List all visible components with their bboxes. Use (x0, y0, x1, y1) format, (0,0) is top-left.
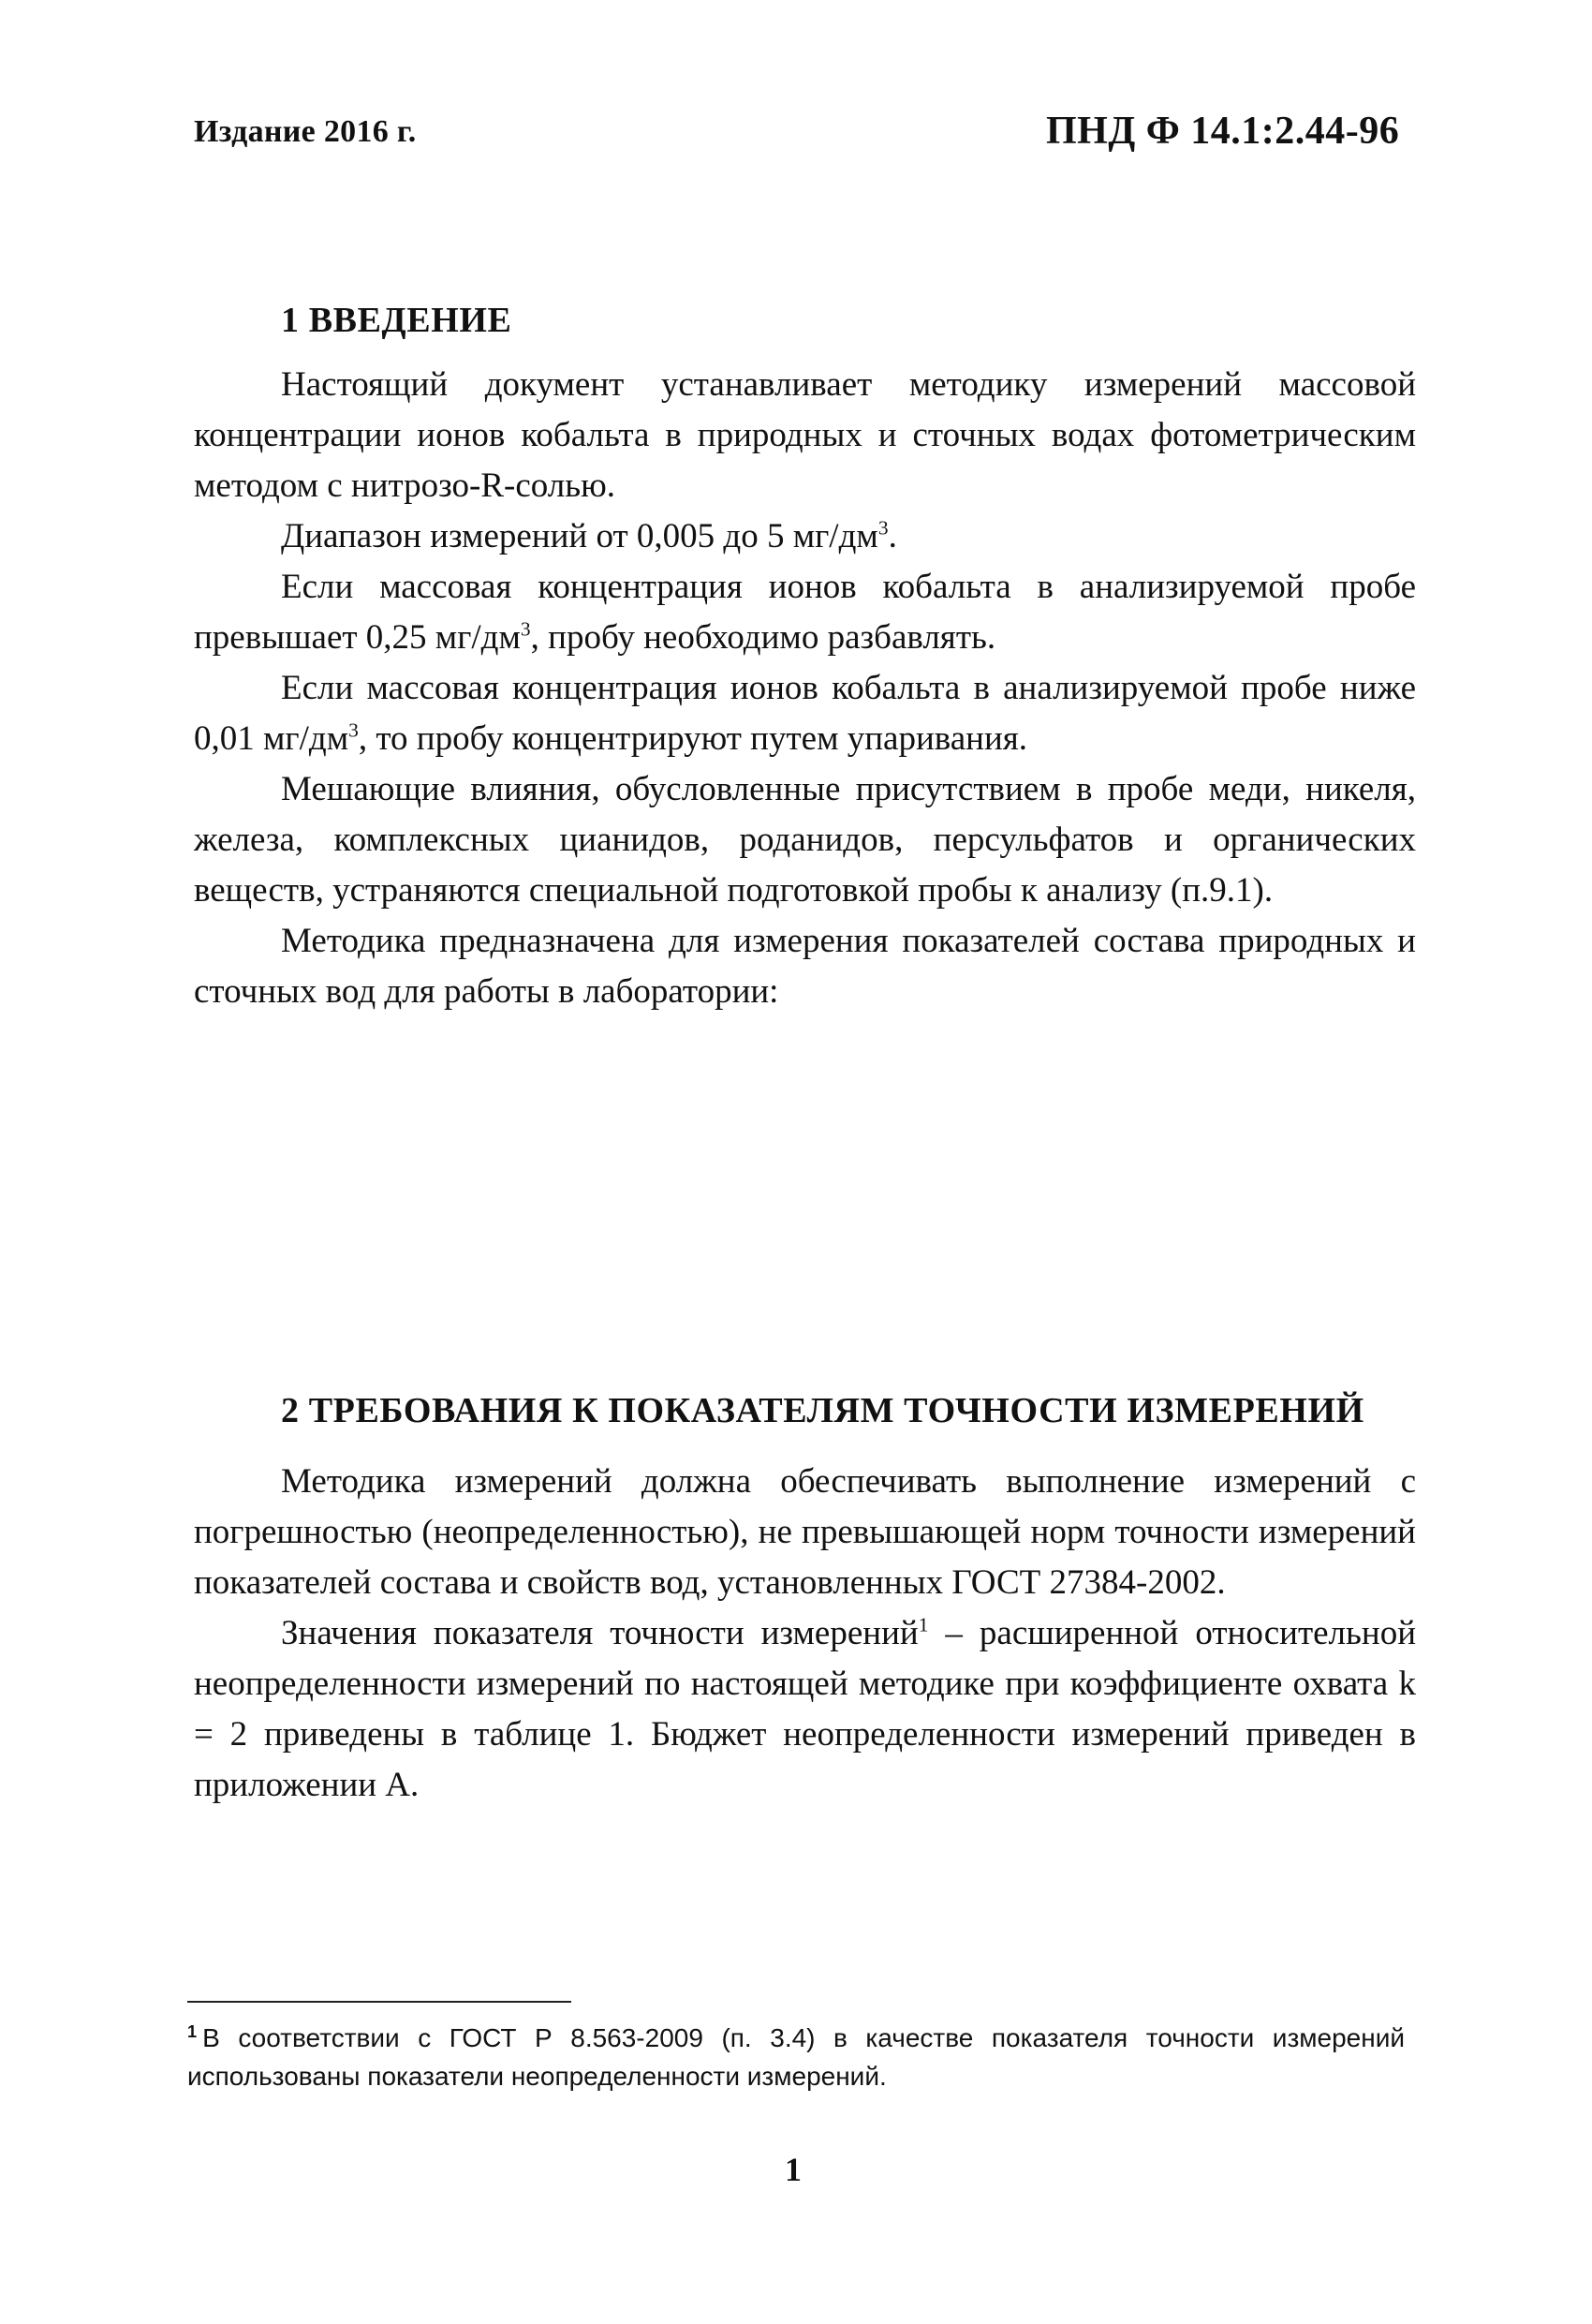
footnote (187, 2019, 1405, 2095)
superscript: 3 (520, 617, 531, 641)
footnote-divider (187, 2001, 571, 2003)
footnote-reference: 1 (918, 1613, 929, 1636)
section-2-body (194, 1457, 1416, 1811)
edition-label: Издание 2016 г. (194, 114, 417, 149)
paragraph-text: – расширенной относительной неопределенности измерений по настоящей методике при коэффициенте охвата k = 2 приведены в таблице 1. Бюджет неопределенности измерений приведен в приложении А. (194, 1614, 1416, 1804)
paragraph-text: Диапазон измерений от 0,005 до 5 мг/дм (281, 517, 878, 555)
section-2-title: 2 ТРЕБОВАНИЯ К ПОКАЗАТЕЛЯМ ТОЧНОСТИ ИЗМЕРЕНИЙ (281, 1391, 1364, 1430)
paragraph: Методика измерений должна обеспечивать выполнение измерений с погрешностью (неопределенностью), не превышающей норм точности измерений показателей состава и свойств вод, установленных ГОСТ 27384-2002. (194, 1462, 1416, 1602)
paragraph (194, 511, 1416, 562)
section-1-body (194, 360, 1416, 1017)
superscript: 3 (877, 516, 889, 540)
footnote-text: В соответствии с ГОСТ Р 8.563-2009 (п. 3.4) в качестве показателя точности измерений использованы показатели неопределенности измерений. (187, 2023, 1405, 2091)
paragraph-text: . (888, 517, 897, 555)
paragraph-text: Если массовая концентрация ионов кобальта в анализируемой пробе превышает 0,25 мг/дм (194, 568, 1416, 657)
paragraph (194, 562, 1416, 663)
superscript: 3 (348, 718, 359, 742)
paragraph (194, 1608, 1416, 1811)
paragraph-text: , то пробу концентрируют путем упаривания. (358, 719, 1028, 758)
paragraph: Настоящий документ устанавливает методику измерений массовой концентрации ионов кобальта в природных и сточных водах фотометрическим методом с нитрозо-R-солью. (194, 365, 1416, 505)
paragraph: Мешающие влияния, обусловленные присутствием в пробе меди, никеля, железа, комплексных цианидов, роданидов, персульфатов и органических веществ, устраняются специальной подготовкой пробы к анализу (п.9.1). (194, 770, 1416, 910)
paragraph (194, 663, 1416, 764)
paragraph: Методика предназначена для измерения показателей состава природных и сточных вод для работы в лаборатории: (194, 922, 1416, 1011)
paragraph-text: Если массовая концентрация ионов кобальта в анализируемой пробе ниже 0,01 мг/дм (194, 669, 1416, 758)
footnote-mark: 1 (187, 2021, 198, 2041)
paragraph-text: Значения показателя точности измерений (281, 1614, 919, 1652)
page-number: 1 (785, 2151, 802, 2188)
document-code: ПНД Ф 14.1:2.44-96 (1046, 110, 1400, 153)
paragraph-text: , пробу необходимо разбавлять. (530, 618, 996, 657)
section-1-title: 1 ВВЕДЕНИЕ (281, 301, 512, 340)
